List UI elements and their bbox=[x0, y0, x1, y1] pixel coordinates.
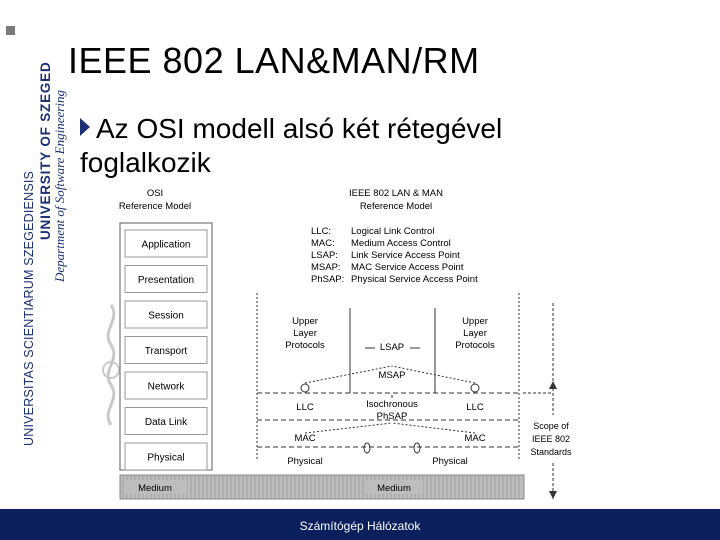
mac-left: MAC bbox=[294, 433, 316, 444]
osi-layer-label: Presentation bbox=[137, 275, 195, 286]
osi-layer-label: Session bbox=[148, 310, 184, 322]
llc-left: LLC bbox=[296, 402, 314, 413]
isochronous-2: PhSAP bbox=[376, 411, 408, 422]
osi-layer-label: Data Link bbox=[144, 417, 188, 428]
legend-abbr: LLC: bbox=[311, 226, 332, 237]
slide-title: IEEE 802 LAN&MAN/RM bbox=[68, 40, 480, 81]
legend-desc: Medium Access Control bbox=[351, 238, 451, 249]
ieee-header-2: Reference Model bbox=[359, 201, 433, 212]
legend-desc: Logical Link Control bbox=[351, 226, 435, 237]
legend-abbr: PhSAP: bbox=[311, 274, 345, 285]
university-branding bbox=[0, 0, 67, 540]
footer-text: Számítógép Hálózatok bbox=[299, 519, 421, 533]
legend-desc: Physical Service Access Point bbox=[351, 274, 478, 285]
bullet-item bbox=[80, 112, 580, 180]
footer-bar bbox=[0, 509, 720, 540]
upper-right-3: Protocols bbox=[455, 340, 495, 351]
osi-layer-label: Physical bbox=[147, 452, 185, 464]
llc-right: LLC bbox=[466, 402, 484, 413]
mac-right: MAC bbox=[464, 433, 486, 444]
isochronous-1: Isochronous bbox=[366, 399, 418, 410]
upper-left-2: Layer bbox=[293, 328, 317, 339]
physical-right: Physical bbox=[432, 456, 468, 467]
osi-layers bbox=[125, 230, 207, 470]
osi-layer-label: Network bbox=[147, 381, 185, 393]
osi-header-2: Reference Model bbox=[118, 201, 192, 212]
physical-left: Physical bbox=[287, 456, 323, 467]
legend bbox=[311, 226, 478, 285]
lsap-label: LSAP bbox=[379, 342, 405, 353]
osi-header-1: OSI bbox=[146, 188, 164, 199]
medium-left: Medium bbox=[138, 483, 172, 494]
ieee-header-1: IEEE 802 LAN & MAN bbox=[349, 188, 443, 199]
ieee-802-reference-model-diagram bbox=[105, 183, 585, 505]
osi-layer-label: Transport bbox=[144, 346, 188, 357]
legend-abbr: MAC: bbox=[311, 238, 335, 249]
upper-left-1: Upper bbox=[292, 316, 318, 327]
latin-motto: UNIVERSITAS SCIENTIARUM SZEGEDIENSIS bbox=[22, 170, 36, 446]
medium-right: Medium bbox=[377, 483, 411, 494]
legend-desc: Link Service Access Point bbox=[351, 250, 460, 261]
legend-abbr: MSAP: bbox=[311, 262, 341, 273]
bullet-text: Az OSI modell alsó két rétegével foglalkozik bbox=[80, 113, 503, 178]
department-name: Department of Software Engineering bbox=[52, 90, 67, 282]
upper-right-2: Layer bbox=[463, 328, 487, 339]
scope-3: Standards bbox=[530, 447, 572, 457]
upper-left-3: Protocols bbox=[285, 340, 325, 351]
university-name: UNIVERSITY OF SZEGED bbox=[38, 61, 53, 240]
upper-right-1: Upper bbox=[462, 316, 488, 327]
msap-label: MSAP bbox=[378, 370, 406, 381]
bullet-arrow-icon bbox=[80, 118, 90, 136]
scope-2: IEEE 802 bbox=[531, 434, 571, 444]
osi-layer-label: Application bbox=[141, 239, 191, 251]
legend-abbr: LSAP: bbox=[311, 250, 338, 261]
legend-desc: MAC Service Access Point bbox=[351, 262, 464, 273]
scope-1: Scope of bbox=[533, 421, 569, 431]
